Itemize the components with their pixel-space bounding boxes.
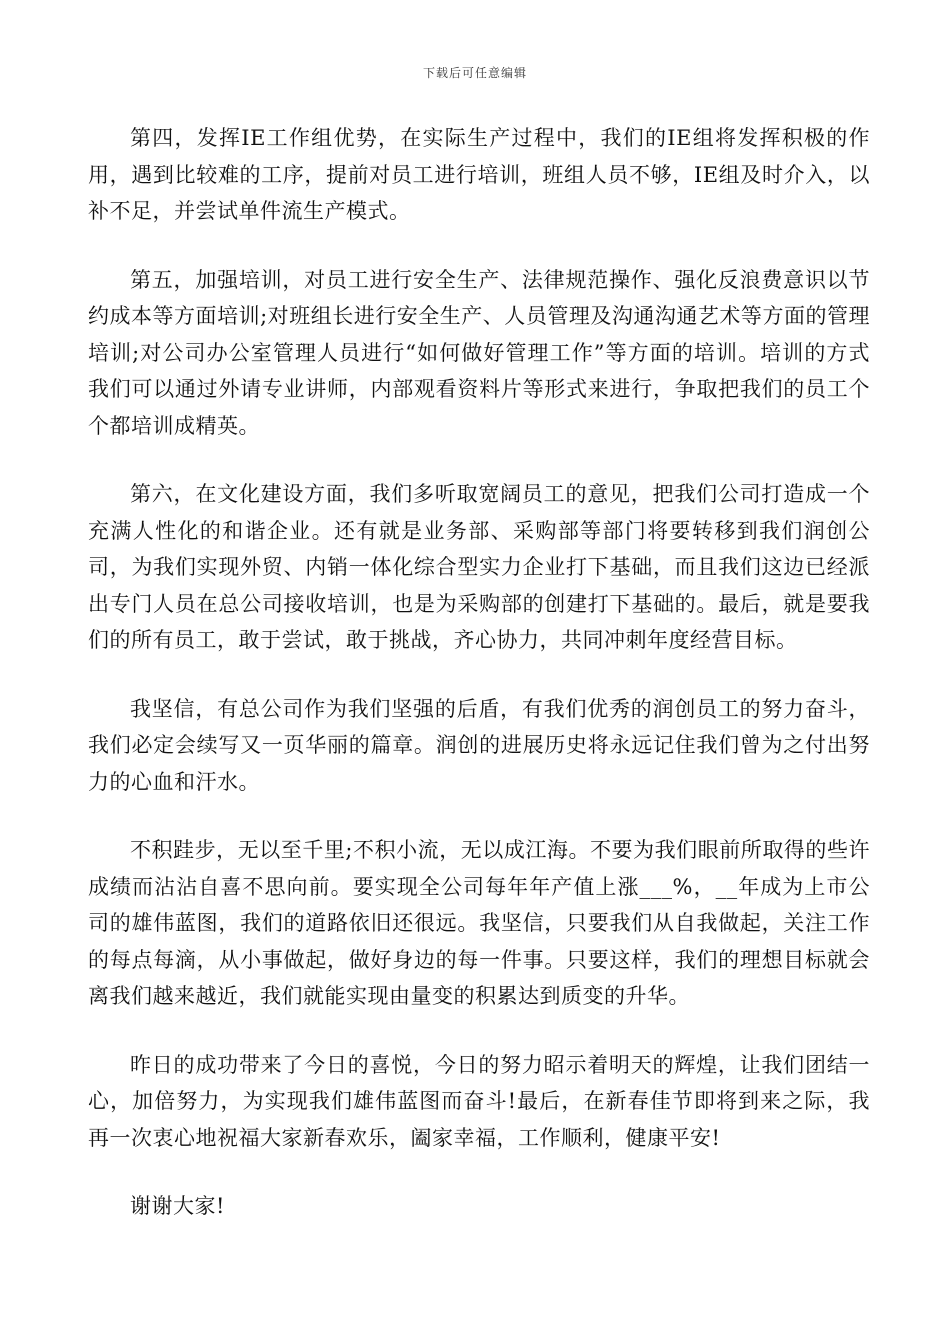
paragraph-fifth-point: 第五，加强培训，对员工进行安全生产、法律规范操作、强化反浪费意识以节约成本等方面培训;对班组长进行安全生产、人员管理及沟通沟通艺术等方面的管理培训;对公司办公室管理人员进行“如何做好管理工作”等方面的培训。培训的方式我们可以通过外请专业讲师，内部观看资料片等形式来进行，争取把我们的员工个个都培训成精英。 (88, 267, 870, 438)
paragraph-thanks: 谢谢大家! (130, 1194, 225, 1218)
paragraph-fourth-point: 第四，发挥IE工作组优势，在实际生产过程中，我们的IE组将发挥积极的作用，遇到比较难的工序，提前对员工进行培训，班组人员不够，IE组及时介入，以补不足，并尝试单件流生产模式。 (88, 126, 870, 223)
paragraph-sixth-point: 第六，在文化建设方面，我们多听取宽阔员工的意见，把我们公司打造成一个充满人性化的和谐企业。还有就是业务部、采购部等部门将要转移到我们润创公司，为我们实现外贸、内销一体化综合型实力企业打下基础，而且我们这边已经派出专门人员在总公司接收培训，也是为采购部的创建打下基础的。最后，就是要我们的所有员工，敢于尝试，敢于挑战，齐心协力，共同冲刺年度经营目标。 (88, 482, 870, 652)
paragraph-belief: 我坚信，有总公司作为我们坚强的后盾，有我们优秀的润创员工的努力奋斗，我们必定会续写又一页华丽的篇章。润创的进展历史将永远记住我们曾为之付出努力的心血和汗水。 (88, 696, 870, 794)
paragraph-goals: 不积跬步，无以至千里;不积小流，无以成江海。不要为我们眼前所取得的些许成绩而沾沾自喜不思向前。要实现全公司每年年产值上涨___%，__年成为上市公司的雄伟蓝图，我们的道路依旧还很远。我坚信，只要我们从自我做起，关注工作的每点每滴，从小事做起，做好身边的每一件事。只要这样，我们的理想目标就会离我们越来越近，我们就能实现由量变的积累达到质变的升华。 (88, 838, 870, 1008)
paragraph-closing-wishes: 昨日的成功带来了今日的喜悦，今日的努力昭示着明天的辉煌，让我们团结一心，加倍努力，为实现我们雄伟蓝图而奋斗!最后，在新春佳节即将到来之际，我再一次衷心地祝福大家新春欢乐，阖家幸福，工作顺利，健康平安! (88, 1052, 870, 1150)
page-header: 下载后可任意编辑 (422, 66, 527, 80)
document-body (88, 120, 870, 1225)
